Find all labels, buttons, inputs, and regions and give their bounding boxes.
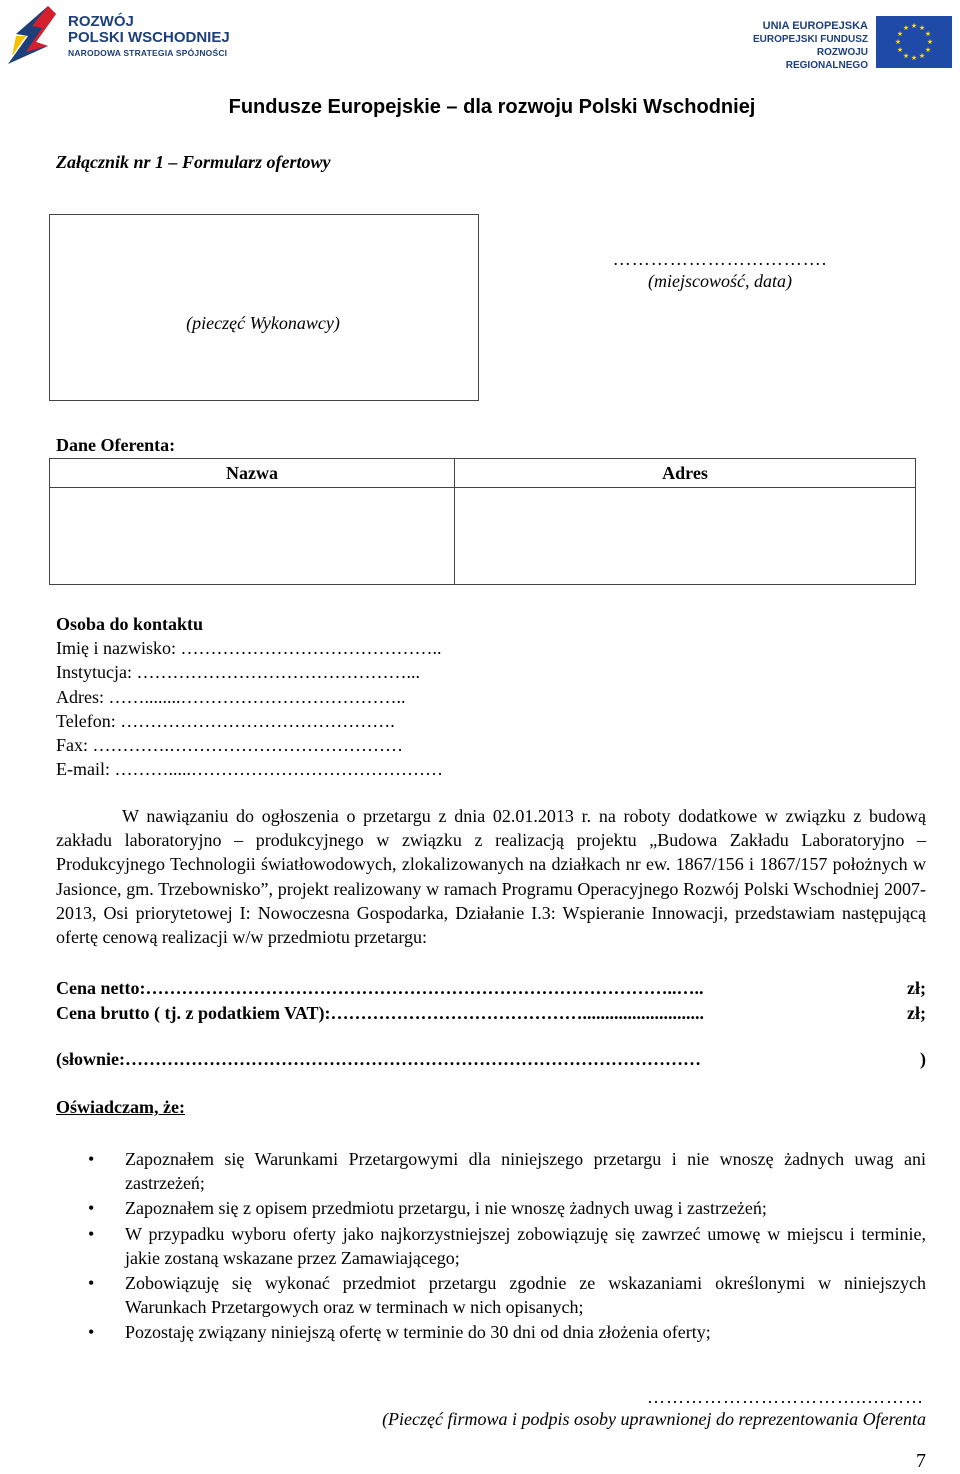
- svg-text:★: ★: [926, 38, 934, 46]
- contact-fax-field: Fax: ………….…………………………………: [56, 735, 404, 756]
- signature-field: ……………………………..………: [647, 1387, 924, 1407]
- svg-text:★: ★: [910, 22, 918, 30]
- declaration-text: Pozostaję związany niniejszą ofertę w terminie do 30 dni od dnia złożenia oferty;: [125, 1322, 711, 1343]
- list-item: [56, 1196, 926, 1220]
- column-header-address: Adres: [455, 459, 916, 488]
- signature-label: (Pieczęć firmowa i podpis osoby uprawnionej do reprezentowania Oferenta: [382, 1409, 926, 1429]
- contact-heading: Osoba do kontaktu: [56, 614, 204, 634]
- svg-text:★: ★: [902, 24, 910, 32]
- logo-left-line3: NARODOWA STRATEGIA SPÓJNOŚCI: [68, 48, 228, 58]
- contact-name-field: Imię i nazwisko: ……………………………………..: [56, 638, 442, 659]
- eu-flag-icon: [876, 16, 952, 68]
- contact-phone-field: Telefon: ……………………………………….: [56, 710, 395, 731]
- annex-title: Załącznik nr 1 – Formularz ofertowy: [56, 152, 331, 172]
- bullet-icon: •: [88, 1223, 95, 1244]
- bullet-icon: •: [88, 1198, 95, 1219]
- price-in-words-close: ): [920, 1049, 926, 1069]
- list-item: [56, 1147, 926, 1195]
- offer-paragraph-text: W nawiązaniu do ogłoszenia o przetargu z dnia 02.01.2013 r. na roboty dodatkowe w związku z budową zakładu laboratoryjno – produkcyjnego w związku z realizacją projektu „Budowa Zakładu Laboratoryjno – Produkcyjnego Technologii światłowodowych, zlokalizowanych na działkach nr ew. 1867/156 i 1867/157 położnych w Jasionce, gm. Trzebownisko”, projekt realizowany w ramach Programu Operacyjnego Rozwój Polski Wschodniej 2007-2013, Osi priorytetowej I: Nowoczesna Gospodarka, Działanie I.3: Wspieranie Innowacji, przedstawiam następującą ofertę cenową realizacji w/w przedmiotu przetargu:: [56, 806, 926, 948]
- svg-text:★: ★: [910, 54, 918, 62]
- place-date-field: …………………………….: [612, 249, 828, 269]
- eu-logo: [742, 16, 952, 71]
- offeror-table: [49, 458, 916, 585]
- eu-logo-line3: ROZWOJU REGIONALNEGO: [785, 47, 868, 71]
- logo-arrow-icon: [8, 6, 62, 64]
- price-in-words: [56, 1049, 926, 1070]
- svg-text:★: ★: [924, 30, 932, 38]
- offeror-heading: Dane Oferenta:: [56, 435, 176, 455]
- contact-section: [56, 612, 443, 781]
- eu-logo-line2: EUROPEJSKI FUNDUSZ: [752, 34, 868, 45]
- declaration-text: W przypadku wyboru oferty jako najkorzystniejszej zobowiązuję się zawrzeć umowę w miejscu i terminie, jakie zostaną wskazane przez Zamawiającego;: [125, 1223, 926, 1268]
- declaration-text: Zobowiązuję się wykonać przedmiot przetargu zgodnie ze wskazaniami określonymi w niniejszych Warunkach Przetargowych oraz w terminach w nich opisanych;: [125, 1273, 926, 1318]
- declarations-list: [56, 1147, 926, 1346]
- page-title: Fundusze Europejskie – dla rozwoju Polski Wschodniej: [228, 96, 756, 118]
- contact-institution-field: Instytucja: ………………………………………...: [56, 662, 420, 683]
- bullet-icon: •: [88, 1273, 95, 1294]
- list-item: [56, 1320, 926, 1344]
- contact-email-field: E-mail: ……….....……………………………………: [56, 759, 443, 780]
- rozwoj-polski-wschodniej-logo: [8, 6, 258, 66]
- declaration-text: Zapoznałem się Warunkami Przetargowymi dla niniejszego przetargu i nie wnoszę żadnych uwag ani zastrzeżeń;: [125, 1149, 926, 1194]
- net-price-unit: zł;: [907, 978, 926, 998]
- svg-text:★: ★: [896, 30, 904, 38]
- bullet-icon: •: [88, 1149, 95, 1169]
- place-date-label: (miejscowość, data): [648, 271, 792, 291]
- list-item: [56, 1222, 926, 1270]
- svg-text:★: ★: [902, 52, 910, 60]
- declaration-text: Zapoznałem się z opisem przedmiotu przetargu, i nie wnoszę żadnych uwag i zastrzeżeń;: [125, 1198, 767, 1219]
- net-price-label: Cena netto:……………………………………………………………………………..…..: [56, 978, 704, 998]
- svg-text:★: ★: [924, 46, 932, 54]
- svg-text:★: ★: [918, 24, 926, 32]
- logo-left-line2: POLSKI WSCHODNIEJ: [68, 29, 230, 46]
- svg-text:★: ★: [896, 46, 904, 54]
- page-number: 7: [916, 1450, 926, 1472]
- offeror-name-cell: [50, 488, 455, 585]
- offer-paragraph: [56, 804, 926, 949]
- bullet-icon: •: [88, 1322, 95, 1343]
- offeror-address-cell: [455, 488, 916, 585]
- stamp-label: (pieczęć Wykonawcy): [186, 313, 340, 333]
- contact-address-field: Adres: ……........………………………………..: [56, 686, 406, 707]
- logo-left-line1: ROZWÓJ: [68, 13, 134, 30]
- declarations-heading: Oświadczam, że:: [56, 1097, 185, 1117]
- list-item: [56, 1271, 926, 1319]
- column-header-name: Nazwa: [50, 459, 455, 488]
- svg-text:★: ★: [894, 38, 902, 46]
- gross-price-row: [56, 1001, 926, 1026]
- gross-price-unit: zł;: [907, 1002, 926, 1023]
- net-price-row: [56, 976, 926, 1001]
- price-in-words-label: (słownie:……………………………………………………………………………………: [56, 1049, 701, 1069]
- price-section: [56, 976, 926, 1025]
- stamp-box: [49, 214, 479, 401]
- gross-price-label: Cena brutto ( tj. z podatkiem VAT):……………………………………...........................: [56, 1002, 704, 1023]
- eu-logo-line1: UNIA EUROPEJSKA: [762, 20, 868, 32]
- eu-logo-text: [742, 20, 868, 72]
- svg-text:★: ★: [918, 52, 926, 60]
